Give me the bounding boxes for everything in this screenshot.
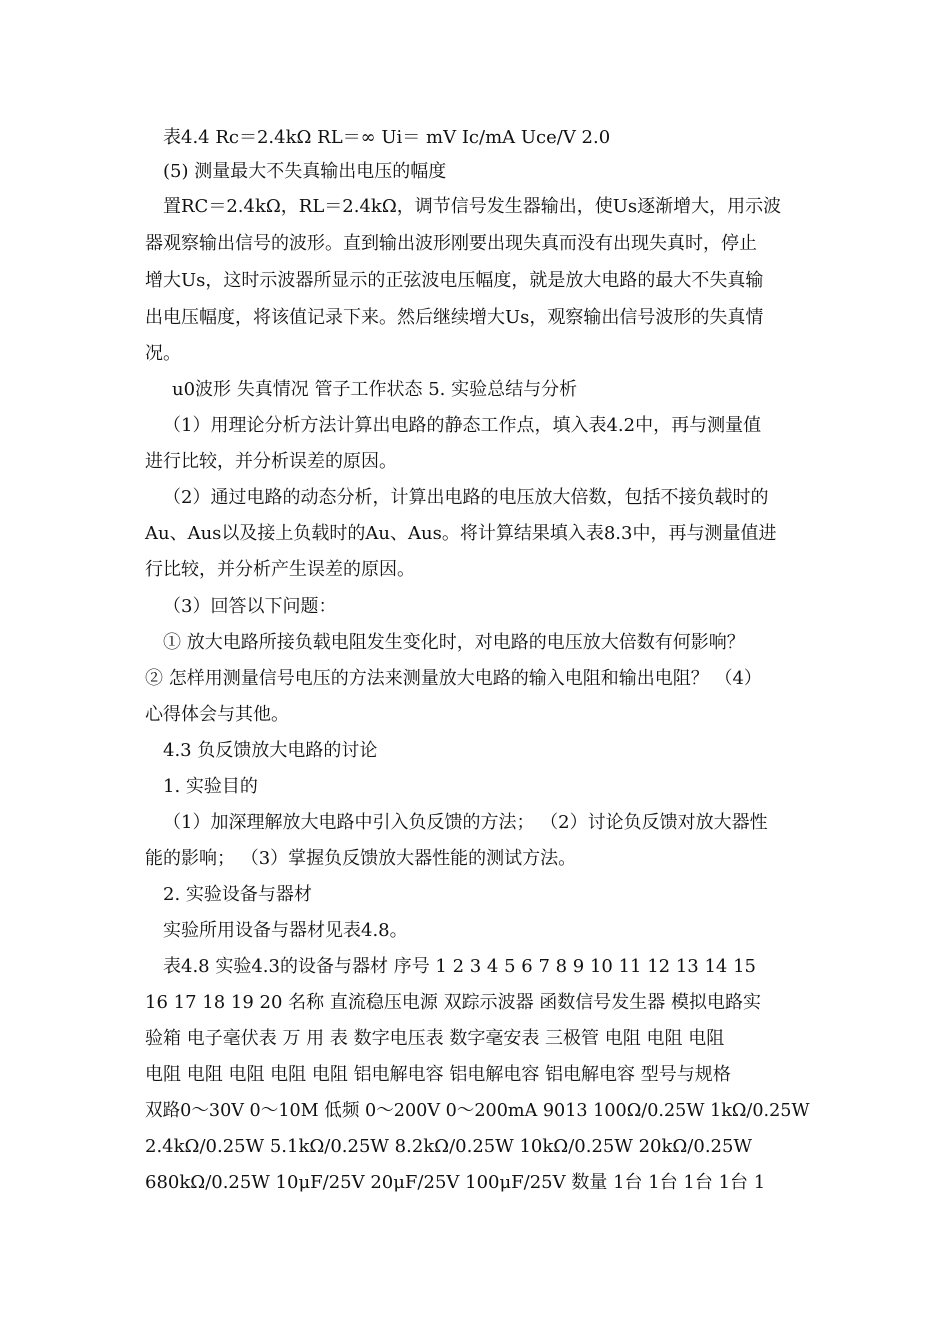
text-line: Au、Aus以及接上负载时的Au、Aus。将计算结果填入表8.3中，再与测量值进: [145, 523, 777, 544]
text-line: 进行比较，并分析误差的原因。: [145, 451, 397, 472]
text-line: 出电压幅度，将该值记录下来。然后继续增大Us，观察输出信号波形的失真情: [145, 307, 764, 328]
text-line: 双路0～30V 0～10M 低频 0～200V 0～200mA 9013 100Ω/0.25W 1kΩ/0.25W: [145, 1100, 810, 1121]
text-line: 验箱 电子毫伏表 万 用 表 数字电压表 数字毫安表 三极管 电阻 电阻 电阻: [145, 1028, 725, 1049]
text-line: 表4.8 实验4.3的设备与器材 序号 1 2 3 4 5 6 7 8 9 10 11 12 13 14 15: [163, 956, 757, 977]
text-line: 况。: [145, 343, 181, 364]
text-line: 置RC＝2.4kΩ，RL＝2.4kΩ，调节信号发生器输出，使Us逐渐增大，用示波: [163, 196, 782, 217]
text-line: 能的影响； （3）掌握负反馈放大器性能的测试方法。: [145, 848, 577, 869]
text-line: 电阻 电阻 电阻 电阻 电阻 铝电解电容 铝电解电容 铝电解电容 型号与规格: [145, 1064, 731, 1085]
text-line: (5) 测量最大不失真输出电压的幅度: [163, 161, 447, 182]
text-line: 2.4kΩ/0.25W 5.1kΩ/0.25W 8.2kΩ/0.25W 10kΩ/0.25W 20kΩ/0.25W: [145, 1136, 752, 1157]
text-line: 表4.4 Rc＝2.4kΩ RL＝∞ Ui＝ mV Ic/mA Uce/V 2.0: [163, 127, 611, 148]
subsection-heading: 1. 实验目的: [163, 776, 258, 797]
text-line: u0波形 失真情况 管子工作状态 5. 实验总结与分析: [172, 379, 578, 400]
text-line: 行比较，并分析产生误差的原因。: [145, 559, 415, 580]
section-heading: 4.3 负反馈放大电路的讨论: [163, 740, 378, 761]
text-line: ② 怎样用测量信号电压的方法来测量放大电路的输入电阻和输出电阻？ （4）: [145, 668, 762, 689]
text-line: 16 17 18 19 20 名称 直流稳压电源 双踪示波器 函数信号发生器 模拟电路实: [145, 992, 762, 1013]
text-line: （1）用理论分析方法计算出电路的静态工作点，填入表4.2中，再与测量值: [163, 415, 762, 436]
subsection-heading: 2. 实验设备与器材: [163, 884, 312, 905]
text-line: 心得体会与其他。: [145, 704, 289, 725]
text-line: （2）通过电路的动态分析，计算出电路的电压放大倍数，包括不接负载时的: [163, 487, 769, 508]
text-line: 增大Us，这时示波器所显示的正弦波电压幅度，就是放大电路的最大不失真输: [145, 270, 764, 291]
text-line: 680kΩ/0.25W 10μF/25V 20μF/25V 100μF/25V 数量 1台 1台 1台 1台 1: [145, 1172, 766, 1193]
text-line: （3）回答以下问题：: [163, 596, 337, 617]
text-line: ① 放大电路所接负载电阻发生变化时，对电路的电压放大倍数有何影响？: [163, 632, 745, 653]
text-line: 实验所用设备与器材见表4.8。: [163, 920, 408, 941]
text-line: （1）加深理解放大电路中引入负反馈的方法； （2）讨论负反馈对放大器性: [163, 812, 768, 833]
text-line: 器观察输出信号的波形。直到输出波形刚要出现失真而没有出现失真时，停止: [145, 233, 757, 254]
